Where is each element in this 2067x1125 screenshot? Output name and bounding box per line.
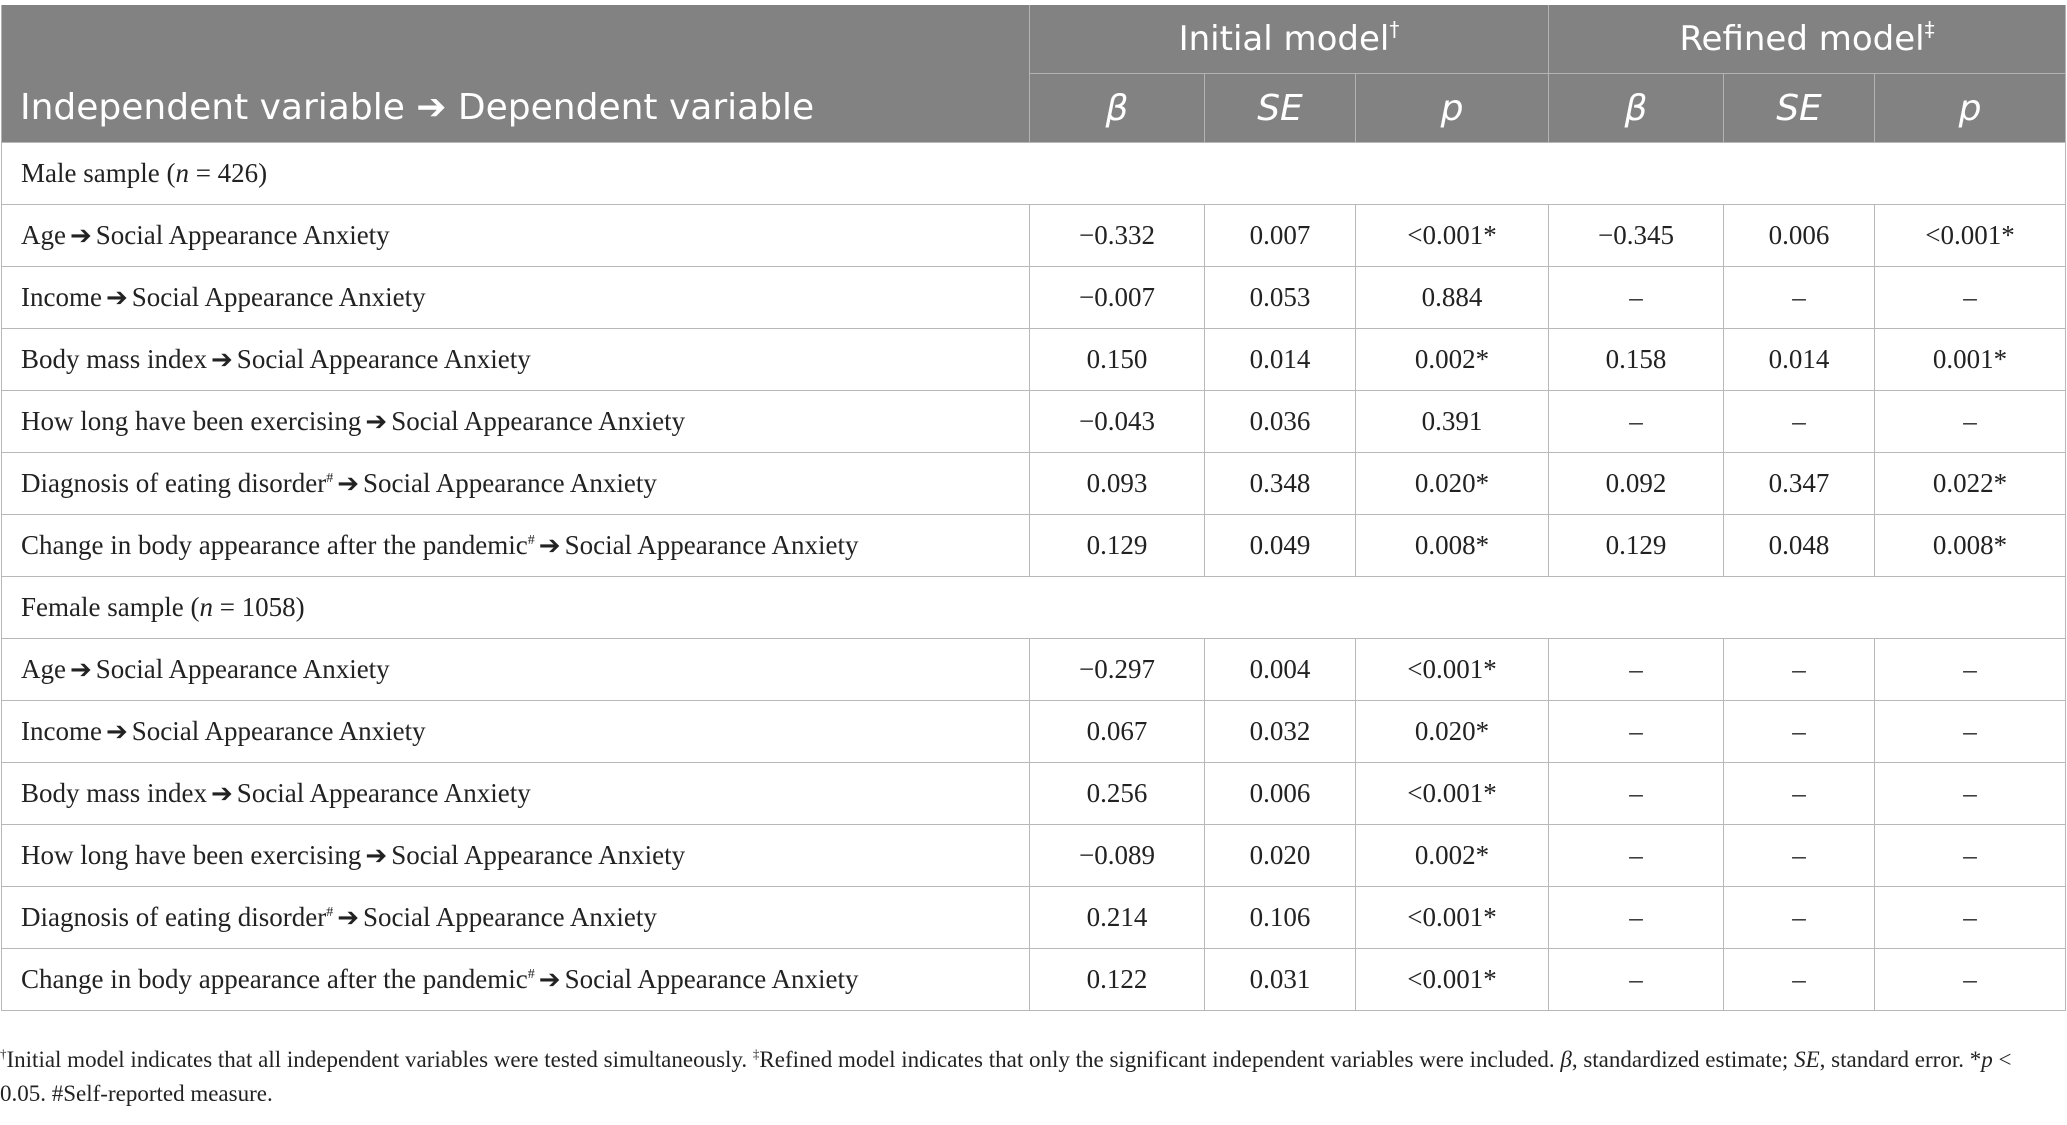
cell-refined-p: 0.022* xyxy=(1875,453,2066,515)
section-row xyxy=(2,577,2066,639)
cell-initial-se: 0.032 xyxy=(1205,701,1356,763)
arrow-icon: ➔ xyxy=(105,717,128,747)
dependent-variable: Social Appearance Anxiety xyxy=(236,344,531,374)
variable-path-cell xyxy=(2,391,1030,453)
header-initial-beta: β xyxy=(1030,74,1205,143)
cell-refined-p: – xyxy=(1875,267,2066,329)
cell-initial-p: 0.002* xyxy=(1356,825,1549,887)
cell-initial-p: 0.020* xyxy=(1356,701,1549,763)
cell-initial-p: 0.008* xyxy=(1356,515,1549,577)
arrow-icon: ➔ xyxy=(337,469,359,499)
cell-refined-beta: – xyxy=(1549,825,1724,887)
cell-initial-p: 0.020* xyxy=(1356,453,1549,515)
dependent-variable: Social Appearance Anxiety xyxy=(95,654,390,684)
independent-variable: Age xyxy=(21,654,66,684)
section-title-n: n xyxy=(175,158,189,188)
cell-initial-se: 0.036 xyxy=(1205,391,1356,453)
table-row xyxy=(2,205,2066,267)
variable-path-cell xyxy=(2,825,1030,887)
footnote-mark-refined: ‡ xyxy=(752,1046,760,1061)
variable-path-cell xyxy=(2,515,1030,577)
table-header xyxy=(2,5,2066,143)
arrow-icon: ➔ xyxy=(211,345,233,375)
variable-path-cell xyxy=(2,453,1030,515)
cell-initial-se: 0.014 xyxy=(1205,329,1356,391)
cell-initial-p: <0.001* xyxy=(1356,763,1549,825)
cell-initial-se: 0.020 xyxy=(1205,825,1356,887)
dependent-variable: Social Appearance Anxiety xyxy=(564,530,859,560)
cell-initial-beta: 0.067 xyxy=(1030,701,1205,763)
arrow-icon: ➔ xyxy=(211,779,233,809)
header-blank-cell xyxy=(2,5,1030,74)
cell-initial-se: 0.348 xyxy=(1205,453,1356,515)
header-variable-label: Independent variable ➔ Dependent variable xyxy=(2,74,1030,143)
cell-initial-beta: 0.129 xyxy=(1030,515,1205,577)
cell-refined-se: – xyxy=(1724,267,1875,329)
section-title-count: = 1058) xyxy=(212,592,305,622)
regression-table xyxy=(1,5,2066,1011)
cell-initial-beta: −0.043 xyxy=(1030,391,1205,453)
arrow-icon: ➔ xyxy=(337,903,359,933)
table-row xyxy=(2,639,2066,701)
cell-refined-se: 0.347 xyxy=(1724,453,1875,515)
variable-path-cell xyxy=(2,949,1030,1011)
cell-refined-se: 0.014 xyxy=(1724,329,1875,391)
cell-initial-beta: −0.089 xyxy=(1030,825,1205,887)
footnote-p-definition: < 0.05. #Self-reported measure. xyxy=(0,1047,2012,1106)
cell-initial-se: 0.006 xyxy=(1205,763,1356,825)
variable-path-cell xyxy=(2,205,1030,267)
footnote-se-definition: , standard error. * xyxy=(1819,1047,1982,1072)
header-column-row xyxy=(2,74,2066,143)
cell-initial-beta: −0.332 xyxy=(1030,205,1205,267)
table-row xyxy=(2,267,2066,329)
cell-refined-beta: −0.345 xyxy=(1549,205,1724,267)
cell-refined-se: 0.048 xyxy=(1724,515,1875,577)
table-row xyxy=(2,825,2066,887)
cell-refined-p: – xyxy=(1875,391,2066,453)
cell-initial-beta: 0.214 xyxy=(1030,887,1205,949)
cell-initial-beta: 0.122 xyxy=(1030,949,1205,1011)
table-row xyxy=(2,453,2066,515)
cell-initial-p: <0.001* xyxy=(1356,639,1549,701)
cell-refined-beta: – xyxy=(1549,949,1724,1011)
cell-initial-se: 0.106 xyxy=(1205,887,1356,949)
cell-refined-p: – xyxy=(1875,949,2066,1011)
cell-refined-se: 0.006 xyxy=(1724,205,1875,267)
cell-initial-p: <0.001* xyxy=(1356,205,1549,267)
cell-refined-p: <0.001* xyxy=(1875,205,2066,267)
footnote-refined-text: Refined model indicates that only the significant independent variables were included. xyxy=(759,1047,1561,1072)
cell-refined-p: 0.008* xyxy=(1875,515,2066,577)
cell-initial-se: 0.004 xyxy=(1205,639,1356,701)
cell-refined-p: – xyxy=(1875,701,2066,763)
cell-refined-beta: 0.092 xyxy=(1549,453,1724,515)
cell-initial-beta: −0.297 xyxy=(1030,639,1205,701)
self-reported-mark: # xyxy=(527,533,535,548)
cell-refined-se: – xyxy=(1724,391,1875,453)
cell-initial-se: 0.049 xyxy=(1205,515,1356,577)
cell-refined-beta: 0.129 xyxy=(1549,515,1724,577)
header-refined-model: Refined model‡ xyxy=(1549,5,2066,74)
cell-initial-beta: 0.150 xyxy=(1030,329,1205,391)
dependent-variable: Social Appearance Anxiety xyxy=(131,716,426,746)
cell-refined-p: 0.001* xyxy=(1875,329,2066,391)
section-title-prefix: Male sample ( xyxy=(21,158,176,188)
header-initial-se: SE xyxy=(1205,74,1356,143)
independent-variable: Body mass index xyxy=(21,344,207,374)
cell-refined-se: – xyxy=(1724,639,1875,701)
independent-variable: Change in body appearance after the pandemic xyxy=(21,530,528,560)
dependent-variable: Social Appearance Anxiety xyxy=(362,468,657,498)
variable-path-cell xyxy=(2,329,1030,391)
dependent-variable: Social Appearance Anxiety xyxy=(391,840,686,870)
dependent-variable: Social Appearance Anxiety xyxy=(362,902,657,932)
cell-refined-se: – xyxy=(1724,949,1875,1011)
independent-variable: Age xyxy=(21,220,66,250)
table-row xyxy=(2,329,2066,391)
cell-initial-se: 0.031 xyxy=(1205,949,1356,1011)
footnote-p-symbol: p xyxy=(1981,1047,1993,1072)
cell-initial-p: 0.002* xyxy=(1356,329,1549,391)
independent-variable: How long have been exercising xyxy=(21,840,362,870)
header-refined-beta: β xyxy=(1549,74,1724,143)
table-footnote xyxy=(0,1043,2060,1111)
dependent-variable: Social Appearance Anxiety xyxy=(131,282,426,312)
arrow-icon: ➔ xyxy=(538,965,561,995)
table-row xyxy=(2,763,2066,825)
dependent-variable: Social Appearance Anxiety xyxy=(95,220,390,250)
refined-model-footnote-mark: ‡ xyxy=(1924,17,1935,41)
cell-initial-p: <0.001* xyxy=(1356,949,1549,1011)
table-row xyxy=(2,515,2066,577)
cell-initial-beta: 0.093 xyxy=(1030,453,1205,515)
table-row xyxy=(2,887,2066,949)
header-refined-se: SE xyxy=(1724,74,1875,143)
cell-refined-p: – xyxy=(1875,763,2066,825)
independent-variable: Body mass index xyxy=(21,778,207,808)
variable-path-cell xyxy=(2,267,1030,329)
cell-refined-se: – xyxy=(1724,701,1875,763)
footnote-mark-initial: † xyxy=(0,1046,7,1061)
section-title-prefix: Female sample ( xyxy=(21,592,200,622)
table-body xyxy=(2,143,2066,1011)
header-initial-p: p xyxy=(1356,74,1549,143)
cell-refined-p: – xyxy=(1875,887,2066,949)
cell-refined-beta: – xyxy=(1549,701,1724,763)
cell-initial-beta: −0.007 xyxy=(1030,267,1205,329)
cell-refined-beta: – xyxy=(1549,887,1724,949)
arrow-icon: ➔ xyxy=(365,841,388,871)
section-row xyxy=(2,143,2066,205)
header-group-row xyxy=(2,5,2066,74)
cell-refined-beta: – xyxy=(1549,267,1724,329)
arrow-icon: ➔ xyxy=(365,407,388,437)
variable-path-cell xyxy=(2,887,1030,949)
arrow-icon: ➔ xyxy=(69,655,92,685)
footnote-beta-definition: , standardized estimate; xyxy=(1571,1047,1795,1072)
table-row xyxy=(2,949,2066,1011)
variable-path-cell xyxy=(2,701,1030,763)
independent-variable: Income xyxy=(21,282,102,312)
footnote-initial-text: Initial model indicates that all independent variables were tested simultaneously. xyxy=(6,1047,753,1072)
dependent-variable: Social Appearance Anxiety xyxy=(391,406,686,436)
independent-variable: Change in body appearance after the pandemic xyxy=(21,964,528,994)
header-initial-model: Initial model† xyxy=(1030,5,1549,74)
footnote-beta-symbol: β xyxy=(1560,1047,1572,1072)
cell-initial-beta: 0.256 xyxy=(1030,763,1205,825)
self-reported-mark: # xyxy=(326,471,334,486)
variable-path-cell xyxy=(2,763,1030,825)
cell-refined-se: – xyxy=(1724,887,1875,949)
section-title xyxy=(2,577,2066,639)
cell-refined-beta: 0.158 xyxy=(1549,329,1724,391)
table-row xyxy=(2,391,2066,453)
cell-refined-beta: – xyxy=(1549,639,1724,701)
cell-refined-beta: – xyxy=(1549,763,1724,825)
arrow-icon: ➔ xyxy=(105,283,128,313)
independent-variable: Diagnosis of eating disorder xyxy=(21,468,327,498)
cell-initial-se: 0.007 xyxy=(1205,205,1356,267)
header-refined-p: p xyxy=(1875,74,2066,143)
variable-path-cell xyxy=(2,639,1030,701)
cell-refined-se: – xyxy=(1724,763,1875,825)
cell-initial-se: 0.053 xyxy=(1205,267,1356,329)
cell-initial-p: 0.884 xyxy=(1356,267,1549,329)
cell-refined-p: – xyxy=(1875,639,2066,701)
section-title-count: = 426) xyxy=(188,158,268,188)
footnote-se-symbol: SE xyxy=(1794,1047,1820,1072)
arrow-icon: ➔ xyxy=(538,531,561,561)
self-reported-mark: # xyxy=(326,905,334,920)
cell-refined-p: – xyxy=(1875,825,2066,887)
independent-variable: Income xyxy=(21,716,102,746)
table-row xyxy=(2,701,2066,763)
cell-initial-p: 0.391 xyxy=(1356,391,1549,453)
independent-variable: Diagnosis of eating disorder xyxy=(21,902,327,932)
independent-variable: How long have been exercising xyxy=(21,406,362,436)
arrow-icon: ➔ xyxy=(69,221,92,251)
initial-model-footnote-mark: † xyxy=(1389,17,1400,41)
section-title-n: n xyxy=(199,592,213,622)
self-reported-mark: # xyxy=(527,967,535,982)
dependent-variable: Social Appearance Anxiety xyxy=(564,964,859,994)
cell-refined-beta: – xyxy=(1549,391,1724,453)
section-title xyxy=(2,143,2066,205)
dependent-variable: Social Appearance Anxiety xyxy=(236,778,531,808)
table-container xyxy=(0,5,2067,1011)
cell-initial-p: <0.001* xyxy=(1356,887,1549,949)
cell-refined-se: – xyxy=(1724,825,1875,887)
